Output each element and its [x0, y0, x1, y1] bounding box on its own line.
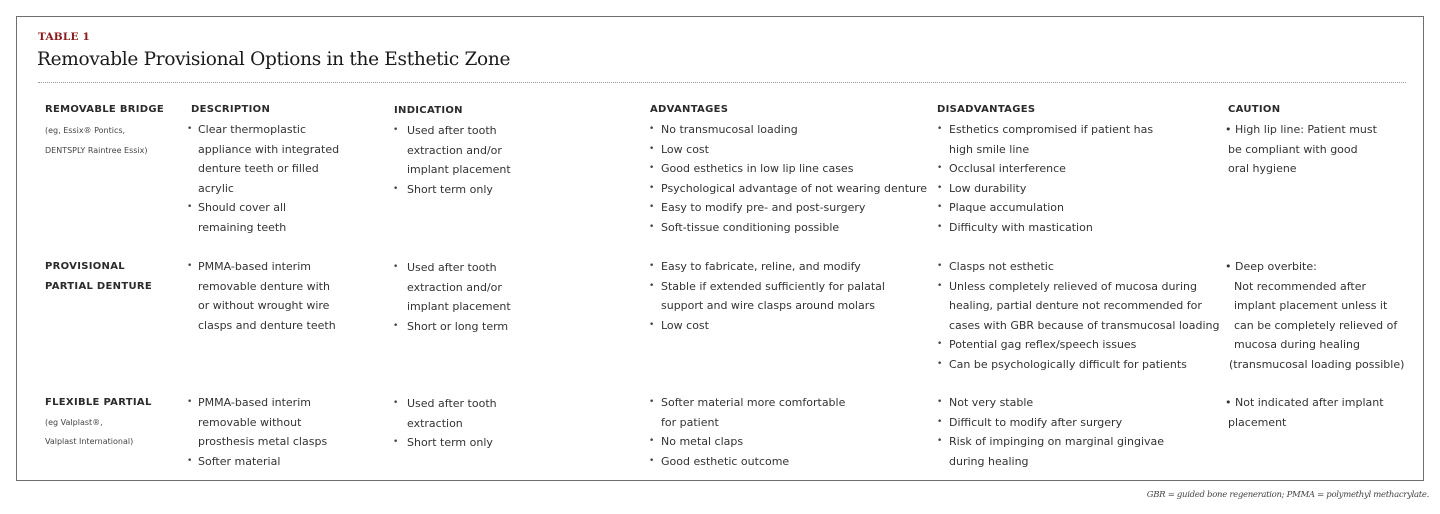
caution-line: oral hygiene [1228, 162, 1297, 175]
disadvantages-cell-list [937, 393, 1164, 471]
list-item [649, 120, 927, 140]
advantages-cell [649, 393, 845, 471]
description-cell-list [187, 257, 336, 335]
indication-cell-list [393, 258, 511, 336]
list-item-line: appliance with integrated [198, 142, 340, 156]
list-item-line: • Good esthetic outcome [661, 454, 790, 468]
list-item-line: implant placement [407, 300, 511, 313]
list-item [393, 258, 511, 317]
caution-line: Not recommended after [1234, 279, 1367, 293]
row-type-example: (eg Valplast®, [45, 417, 103, 427]
list-item [649, 452, 845, 472]
title-divider [38, 82, 1406, 83]
list-item-line: for patient [661, 415, 719, 429]
list-item-line: or without wrought wire [198, 299, 330, 312]
list-item-line: • Clear thermoplastic [198, 123, 307, 136]
list-item-line: • Difficulty with mastication [949, 220, 1093, 234]
list-item [937, 355, 1219, 375]
list-item-line: removable without [198, 415, 302, 429]
list-item-line: • Esthetics compromised if patient has [949, 123, 1154, 136]
indication-cell-list [393, 394, 497, 453]
indication-cell [393, 394, 497, 453]
header-caution: CAUTION [1228, 104, 1281, 115]
list-item-line: • Potential gag reflex/speech issues [949, 338, 1137, 351]
disadvantages-cell-list [937, 257, 1219, 374]
list-item-line: • Soft-tissue conditioning possible [661, 220, 840, 234]
row-type-name: PARTIAL DENTURE [45, 280, 153, 292]
caution-cell [1225, 393, 1384, 432]
caution-line: be compliant with good [1228, 142, 1358, 156]
list-item-line: healing, partial denture not recommended for [949, 299, 1202, 312]
list-item-line: • Low cost [661, 318, 709, 332]
list-item-line: remaining teeth [198, 220, 287, 234]
list-item-line: • Risk of impinging on marginal gingivae [949, 435, 1165, 448]
caution-line: implant placement unless it [1234, 299, 1388, 312]
description-cell-list [187, 393, 327, 471]
disadvantages-cell [937, 393, 1164, 471]
list-item [937, 413, 1164, 433]
table-title: Removable Provisional Options in the Esthetic Zone [37, 49, 511, 70]
list-item [649, 140, 927, 160]
caution-line: • Deep overbite: [1225, 260, 1317, 273]
list-item [187, 452, 327, 472]
caution-line: mucosa during healing [1234, 338, 1360, 351]
list-item-line: denture teeth or filled [198, 162, 319, 175]
list-item-line: • Good esthetics in low lip line cases [661, 162, 854, 175]
list-item-line: • Low cost [661, 142, 709, 156]
list-item-line: • Not very stable [949, 396, 1034, 409]
list-item [393, 121, 511, 180]
list-item-line: • Can be psychologically difficult for patients [949, 357, 1187, 371]
row-type-cell [45, 121, 148, 160]
list-item-line: removable denture with [198, 279, 330, 293]
list-item-line: • Used after tooth [407, 397, 497, 410]
row-type-cell [45, 257, 152, 296]
indication-cell [393, 258, 511, 336]
list-item-line: • Short or long term [407, 319, 509, 333]
description-cell [187, 257, 336, 335]
header-description: DESCRIPTION [191, 104, 271, 115]
list-item [649, 179, 927, 199]
list-item-line: extraction and/or [407, 280, 502, 294]
list-item-line: • Short term only [407, 182, 493, 196]
list-item [649, 218, 927, 238]
list-item [937, 432, 1164, 471]
list-item-line: support and wire clasps around molars [661, 299, 875, 312]
description-cell-list [187, 120, 339, 237]
disadvantages-cell [937, 120, 1153, 237]
header-type: REMOVABLE BRIDGE [45, 104, 165, 115]
header-disadvantages: DISADVANTAGES [937, 104, 1036, 115]
row-type-cell [45, 393, 152, 452]
list-item-line: • Plaque accumulation [949, 201, 1065, 214]
list-item [649, 198, 927, 218]
caution-cell [1225, 257, 1404, 374]
list-item-line: • Easy to fabricate, reline, and modify [661, 260, 861, 273]
list-item [393, 180, 511, 200]
caution-line: • Not indicated after implant [1225, 396, 1384, 409]
list-item [937, 120, 1153, 159]
list-item-line: clasps and denture teeth [198, 318, 336, 332]
list-item-line: • Softer material [198, 454, 281, 468]
list-item [649, 316, 885, 336]
row-type-name: PROVISIONAL [45, 261, 125, 272]
row-type-example: Valplast International) [45, 437, 134, 446]
caution-line: • High lip line: Patient must [1225, 123, 1377, 136]
list-item [937, 179, 1153, 199]
advantages-cell [649, 120, 927, 237]
caution-line: (transmucosal loading possible) [1229, 357, 1405, 371]
list-item-line: • Used after tooth [407, 261, 497, 274]
advantages-cell-list [649, 120, 927, 237]
list-item-line: • Low durability [949, 181, 1027, 195]
list-item-line: • Difficult to modify after surgery [949, 415, 1123, 429]
list-item-line: • Short term only [407, 436, 493, 449]
list-item [187, 120, 339, 198]
list-item-line: • No transmucosal loading [661, 123, 798, 136]
list-item [937, 218, 1153, 238]
description-cell [187, 120, 339, 237]
list-item [937, 257, 1219, 277]
list-item-line: • Easy to modify pre- and post-surgery [661, 201, 866, 214]
list-item [393, 317, 511, 337]
list-item [649, 257, 885, 277]
list-item-line: • Clasps not esthetic [949, 260, 1054, 273]
advantages-cell-list [649, 257, 885, 335]
list-item [393, 433, 497, 453]
list-item-line: • PMMA-based interim [198, 260, 311, 273]
list-item-line: extraction [407, 416, 463, 430]
table-label: TABLE 1 [38, 31, 91, 43]
list-item-line: • PMMA-based interim [198, 396, 311, 409]
list-item-line: • Occlusal interference [949, 162, 1066, 175]
disadvantages-cell-list [937, 120, 1153, 237]
list-item [187, 257, 336, 335]
disadvantages-cell [937, 257, 1219, 374]
table-footnote: GBR = guided bone regeneration; PMMA = polymethyl methacrylate. [1146, 490, 1429, 500]
list-item [393, 394, 497, 433]
list-item-line: high smile line [949, 142, 1030, 156]
list-item-line: • No metal claps [661, 435, 744, 448]
header-advantages: ADVANTAGES [650, 104, 729, 115]
list-item-line: prosthesis metal clasps [198, 435, 328, 448]
list-item [649, 159, 927, 179]
caution-line: can be completely relieved of [1234, 318, 1398, 332]
list-item-line: implant placement [407, 163, 511, 176]
caution-line: placement [1228, 415, 1287, 429]
list-item-line: • Softer material more comfortable [661, 396, 846, 409]
list-item [937, 198, 1153, 218]
list-item-line: • Used after tooth [407, 124, 497, 137]
list-item [649, 432, 845, 452]
caution-cell [1225, 120, 1377, 179]
list-item-line: during healing [949, 454, 1029, 468]
row-type-example: DENTSPLY Raintree Essix) [45, 145, 148, 155]
list-item [937, 277, 1219, 336]
advantages-cell [649, 257, 885, 335]
list-item [937, 393, 1164, 413]
list-item [187, 393, 327, 452]
description-cell [187, 393, 327, 471]
row-type-example: (eg, Essix® Pontics, [45, 126, 126, 135]
list-item-line: • Should cover all [198, 201, 287, 214]
list-item [649, 277, 885, 316]
list-item [187, 198, 339, 237]
list-item [937, 335, 1219, 355]
advantages-cell-list [649, 393, 845, 471]
list-item-line: extraction and/or [407, 143, 502, 157]
list-item-line: • Psychological advantage of not wearing denture [661, 181, 928, 195]
indication-cell [393, 121, 511, 199]
list-item [649, 393, 845, 432]
header-indication: INDICATION [394, 105, 463, 116]
list-item-line: • Stable if extended sufficiently for palatal [661, 279, 885, 293]
list-item [937, 159, 1153, 179]
row-type-name: FLEXIBLE PARTIAL [45, 397, 152, 408]
list-item-line: • Unless completely relieved of mucosa during [949, 279, 1197, 293]
list-item-line: acrylic [198, 181, 234, 195]
list-item-line: cases with GBR because of transmucosal loading [949, 318, 1220, 332]
indication-cell-list [393, 121, 511, 199]
